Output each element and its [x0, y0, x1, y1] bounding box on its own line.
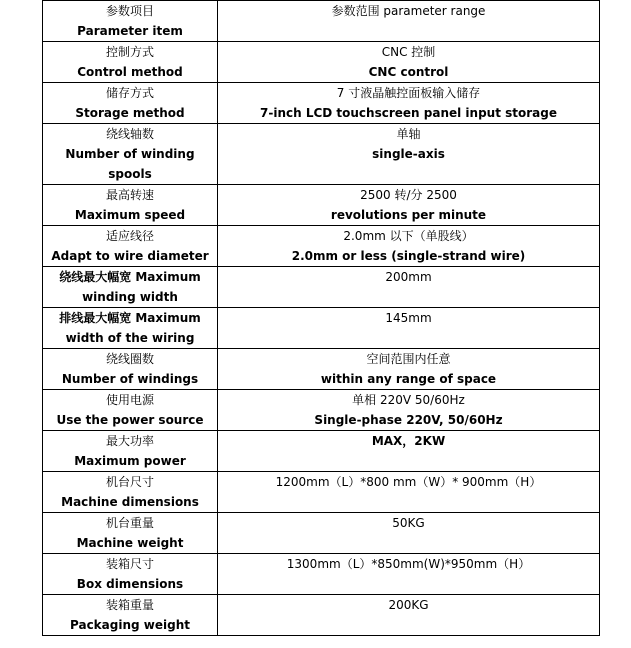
param-en: Use the power source: [56, 413, 204, 427]
value-line-2: Single-phase 220V, 50/60Hz: [314, 413, 503, 427]
table-row: [43, 124, 600, 185]
value-cell: [218, 513, 600, 554]
param-zh: 机台重量: [105, 516, 154, 530]
param-en: Number of windings: [61, 372, 199, 386]
value-cell: [218, 390, 600, 431]
param-cell: [43, 472, 218, 513]
value-cell: [218, 472, 600, 513]
table-header-row: [43, 1, 600, 42]
value-line-1: 200mm: [385, 270, 432, 284]
value-cell: [218, 124, 600, 185]
table-row: [43, 185, 600, 226]
value-cell: [218, 349, 600, 390]
param-cell: [43, 185, 218, 226]
value-line-1: 50KG: [392, 516, 425, 530]
param-en: Adapt to wire diameter: [51, 249, 209, 263]
param-zh: 使用电源: [105, 393, 154, 407]
param-zh: 最大功率: [105, 434, 154, 448]
value-cell: [218, 431, 600, 472]
value-line-1: CNC 控制: [381, 45, 436, 59]
value-line-1: 2500 转/分 2500: [360, 188, 457, 202]
param-zh: 绕线圈数: [105, 352, 154, 366]
param-en: Packaging weight: [70, 618, 190, 632]
table-row: [43, 472, 600, 513]
header-range: 参数范围 parameter range: [331, 4, 486, 18]
param-en: Control method: [77, 65, 183, 79]
value-cell: [218, 185, 600, 226]
table-row: [43, 267, 600, 308]
table-row: [43, 595, 600, 636]
param-en: winding width: [82, 290, 178, 304]
value-line-2: CNC control: [368, 65, 449, 79]
table-row: [43, 390, 600, 431]
param-zh: 绕线轴数: [105, 127, 154, 141]
value-line-1: 单相 220V 50/60Hz: [352, 393, 465, 407]
param-en: Storage method: [75, 106, 185, 120]
value-line-1: 200KG: [388, 598, 429, 612]
param-cell: [43, 349, 218, 390]
header-range-cell: [218, 1, 600, 42]
param-zh: 机台尺寸: [105, 475, 154, 489]
table-row: [43, 308, 600, 349]
param-cell: [43, 42, 218, 83]
value-line-1: 1300mm（L）*850mm(W)*950mm（H）: [286, 557, 531, 571]
param-zh: 装箱重量: [105, 598, 154, 612]
value-cell: [218, 308, 600, 349]
header-param-en: Parameter item: [77, 24, 183, 38]
value-line-1: 2.0mm 以下（单股线）: [343, 229, 474, 243]
table-row: [43, 513, 600, 554]
value-line-2: 2.0mm or less (single-strand wire): [291, 249, 526, 263]
param-cell: [43, 83, 218, 124]
header-param-zh: 参数项目: [105, 4, 154, 18]
value-line-1: MAX，2KW: [371, 434, 446, 448]
parameter-table: [42, 0, 600, 636]
value-line-2: revolutions per minute: [330, 208, 487, 222]
param-cell: [43, 124, 218, 185]
table-row: [43, 349, 600, 390]
param-cell: [43, 431, 218, 472]
value-line-2: 7-inch LCD touchscreen panel input storage: [260, 106, 557, 120]
param-cell: [43, 390, 218, 431]
header-param-cell: [43, 1, 218, 42]
value-line-2: within any range of space: [320, 372, 497, 386]
value-line-1: 7 寸液晶触控面板输入储存: [336, 86, 481, 100]
param-zh: 最高转速: [105, 188, 154, 202]
value-cell: [218, 595, 600, 636]
param-zh: 装箱尺寸: [105, 557, 154, 571]
param-en: Box dimensions: [76, 577, 184, 591]
param-en: Maximum power: [74, 454, 186, 468]
param-cell: [43, 513, 218, 554]
param-en: Machine dimensions: [61, 495, 199, 509]
param-cell: [43, 267, 218, 308]
param-en: Machine weight: [76, 536, 184, 550]
table-row: [43, 83, 600, 124]
value-cell: [218, 226, 600, 267]
param-en: Number of winding spools: [65, 147, 195, 181]
param-en: width of the wiring: [65, 331, 195, 345]
table-row: [43, 226, 600, 267]
value-cell: [218, 42, 600, 83]
table-row: [43, 431, 600, 472]
value-cell: [218, 554, 600, 595]
value-line-2: single-axis: [372, 147, 445, 161]
table-row: [43, 42, 600, 83]
param-zh: 绕线最大幅宽 Maximum: [59, 270, 201, 284]
value-cell: [218, 267, 600, 308]
value-line-1: 空间范围内任意: [366, 352, 451, 366]
value-line-1: 145mm: [385, 311, 432, 325]
value-cell: [218, 83, 600, 124]
param-cell: [43, 226, 218, 267]
param-zh: 排线最大幅宽 Maximum: [59, 311, 201, 325]
param-zh: 控制方式: [105, 45, 154, 59]
value-line-1: 单轴: [396, 127, 421, 141]
param-zh: 适应线径: [105, 229, 154, 243]
param-cell: [43, 554, 218, 595]
param-en: Maximum speed: [74, 208, 186, 222]
param-cell: [43, 595, 218, 636]
table-row: [43, 554, 600, 595]
param-cell: [43, 308, 218, 349]
value-line-1: 1200mm（L）*800 mm（W）* 900mm（H）: [275, 475, 542, 489]
param-zh: 储存方式: [105, 86, 154, 100]
